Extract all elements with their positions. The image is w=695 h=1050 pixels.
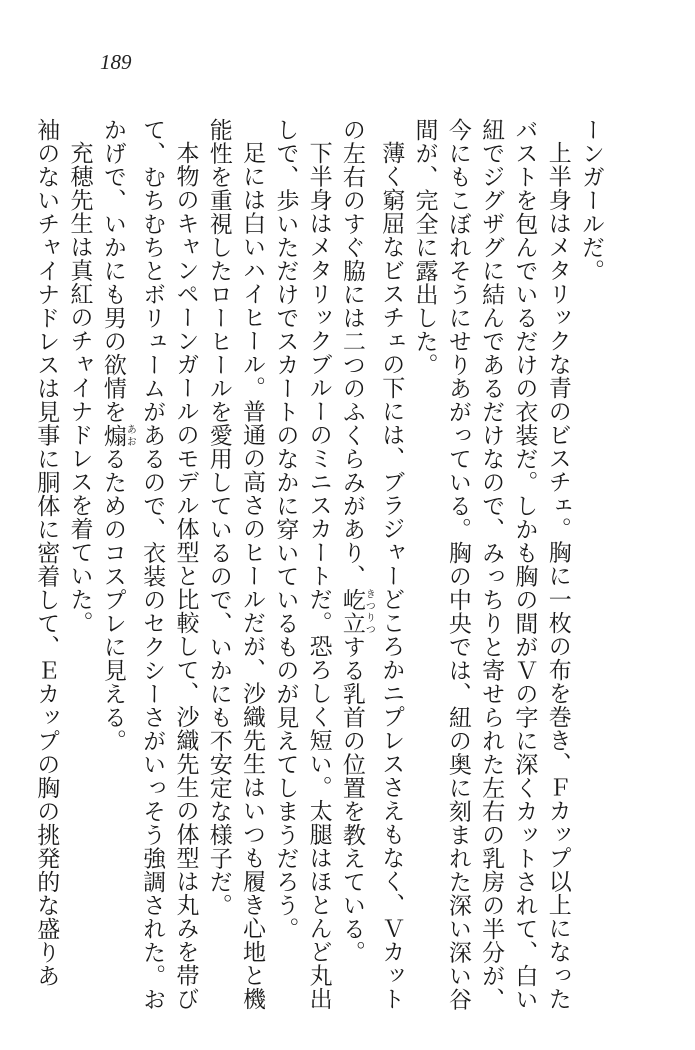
text-line <box>29 118 62 988</box>
text-line-content: しで、歩いただけでスカートのなかに穿いているものが見えてしまうだろう。 <box>272 118 299 941</box>
text-line <box>507 118 540 1011</box>
text-line-content: 能性を重視したローヒールを愛用しているので、いかにも不安定な様子だ。 <box>205 118 232 917</box>
text-line <box>201 118 234 964</box>
ruby-reading: きつりつ <box>363 588 375 635</box>
text-line <box>574 118 607 964</box>
text-line <box>235 118 268 1011</box>
text-line <box>407 118 440 964</box>
text-line-content: 今にもこぼれそうにせりあがっている。胸の中央では、紐の奥に刻まれた深い深い谷 <box>444 118 471 1011</box>
text-line-content: 紐でジグザグに結んであるだけなので、みっちりと寄せられた左右の乳房の半分が、 <box>478 118 505 1011</box>
text-line <box>335 118 374 964</box>
ruby-reading: あお <box>124 423 136 447</box>
text-line-content: 間が、完全に露出した。 <box>411 118 438 377</box>
text-line <box>96 118 135 964</box>
text-line-content: 本物のキャンペーンガールのモデル体型と比較して、沙織先生の体型は丸みを帯び <box>172 141 199 1011</box>
text-line <box>540 118 573 1011</box>
text-line-content: 上半身はメタリックな青のビスチェ。胸に一枚の布を巻き、Ｆカップ以上になった <box>544 141 571 1011</box>
ruby-annotation <box>99 423 136 448</box>
ruby-base: 煽 <box>99 423 126 447</box>
text-line <box>268 118 301 964</box>
text-line-content: 足には白いハイヒール。普通の高さのヒールだが、沙織先生はいつも履き心地と機 <box>239 141 266 1011</box>
text-line <box>168 118 201 1011</box>
page-number: 189 <box>100 50 132 74</box>
text-line-content: 充穂先生は真紅のチャイナドレスを着ていた。 <box>66 141 93 635</box>
text-line-content: バストを包んでいるだけの衣装だ。しかも胸の間がＶの字に深くカットされて、白い <box>511 118 538 1011</box>
text-line <box>301 118 334 1011</box>
text-line-content: 袖のないチャイナドレスは見事に胴体に密着して、Ｅカップの胸の挑発的な盛りあ <box>33 118 60 988</box>
text-line <box>62 118 95 964</box>
text-line <box>374 118 407 1011</box>
text-line-continuation: する乳首の位置を教えている。 <box>338 635 365 964</box>
text-line-content: 下半身はメタリックブルーのミニスカートだ。恐ろしく短い。太腿はほとんど丸出 <box>305 141 332 1011</box>
ruby-base: 屹立 <box>338 588 365 635</box>
text-line-content: 薄く窮屈なビスチェの下には、ブラジャーどころかニプレスさえもなく、Ｖカット <box>378 141 405 1011</box>
text-line <box>135 118 168 1011</box>
text-line <box>474 118 507 1011</box>
text-line-content: ーンガールだ。 <box>578 118 604 283</box>
text-line-content: の左右のすぐ脇には二つのふくらみがあり、 <box>338 118 365 588</box>
body-text <box>29 118 607 1011</box>
text-line <box>441 118 474 1011</box>
text-line-content: かげで、いかにも男の欲情を <box>99 118 126 424</box>
text-line-continuation: るためのコスプレに見える。 <box>99 447 126 753</box>
text-line-content: て、むちむちとボリュームがあるので、衣装のセクシーさがいっそう強調された。お <box>139 118 166 1011</box>
ruby-annotation <box>338 588 375 635</box>
